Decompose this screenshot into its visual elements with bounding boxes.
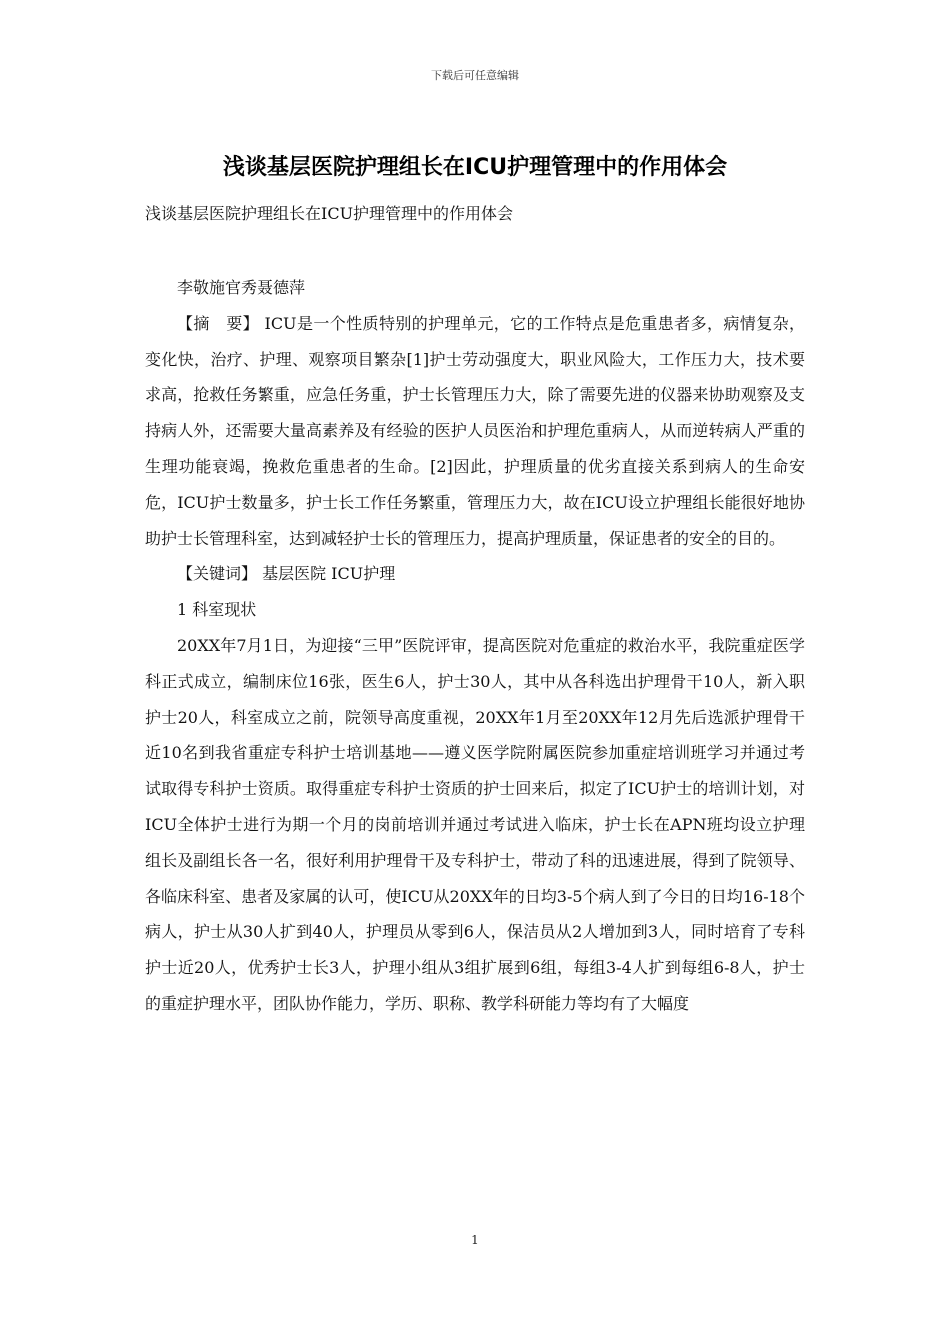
keywords-line: 【关键词】 基层医院 ICU护理: [177, 564, 396, 584]
section-paragraph: 20XX年7月1日，为迎接“三甲”医院评审，提高医院对危重症的救治水平，我院重症医学科正式成立，编制床位16张，医生6人，护士30人，其中从各科选出护理骨干10人，新入职护士20人，科室成立之前，院领导高度重视，20XX年1月至20XX年12月先后选派护理骨干近10名到我省重症专科护士培训基地——遵义医学院附属医院参加重症培训班学习并通过考试取得专科护士资质。取得重症专科护士资质的护士回来后，拟定了ICU护士的培训计划，对ICU全体护士进行为期一个月的岗前培训并通过考试进入临床，护士长在APN班均设立护理组长及副组长各一名，很好利用护理骨干及专科护士，带动了科的迅速进展，得到了院领导、各临床科室、患者及家属的认可，使ICU从20XX年的日均3-5个病人到了今日的日均16-18个病人，护士从30人扩到40人，护理员从零到6人，保洁员从2人增加到3人，同时培育了专科护士近20人，优秀护士长3人，护理小组从3组扩展到6组，每组3-4人扩到每组6-8人，护士的重症护理水平，团队协作能力，学历、职称、教学科研能力等均有了大幅度: [145, 635, 805, 1013]
document-subtitle: 浅谈基层医院护理组长在ICU护理管理中的作用体会: [145, 204, 514, 223]
section-heading: 1 科室现状: [177, 600, 257, 620]
page-header-note: 下载后可任意编辑: [431, 69, 519, 82]
authors-line: 李敬施官秀聂德萍: [177, 278, 306, 297]
document-title: 浅谈基层医院护理组长在ICU护理管理中的作用体会: [222, 155, 728, 180]
page-number: 1: [471, 1233, 479, 1247]
document-body: [145, 270, 805, 1022]
abstract-paragraph: 【摘 要】 ICU是一个性质特别的护理单元，它的工作特点是危重患者多，病情复杂，变化快，治疗、护理、观察项目繁杂[1]护士劳动强度大，职业风险大，工作压力大，技术要求高，抢救任务繁重，应急任务重，护士长管理压力大，除了需要先进的仪器来协助观察及支持病人外，还需要大量高素养及有经验的医护人员医治和护理危重病人，从而逆转病人严重的生理功能衰竭，挽救危重患者的生命。[2]因此，护理质量的优劣直接关系到病人的生命安危，ICU护士数量多，护士长工作任务繁重，管理压力大，故在ICU设立护理组长能很好地协助护士长管理科室，达到减轻护士长的管理压力，提高护理质量，保证患者的安全的目的。: [145, 313, 805, 548]
